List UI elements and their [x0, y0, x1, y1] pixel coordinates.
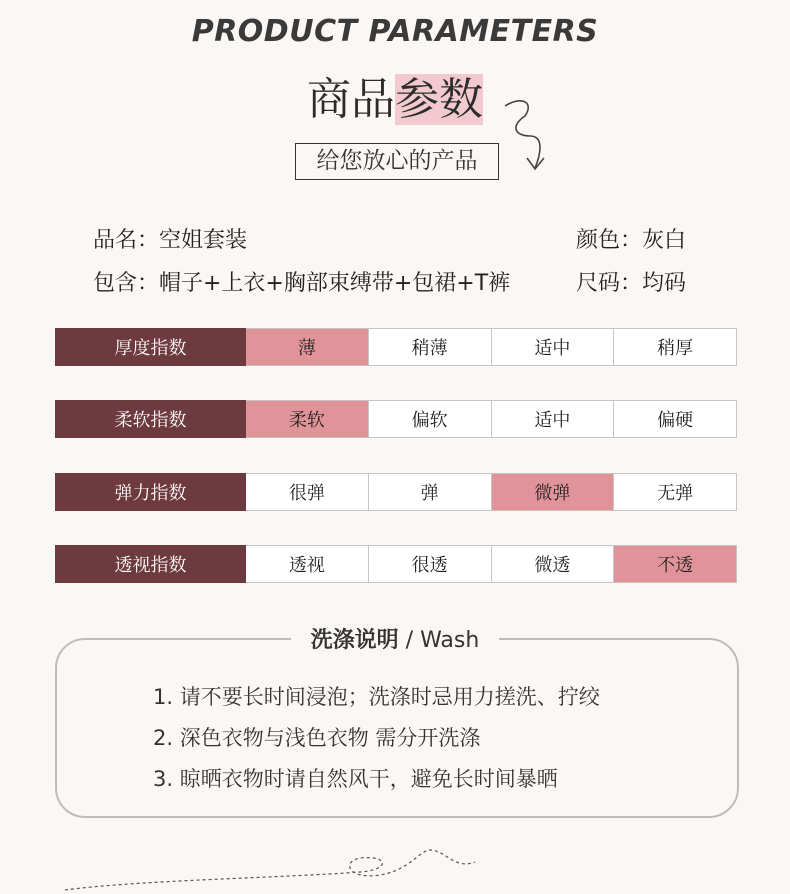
param-option: 很弹 — [246, 473, 369, 511]
english-title: PRODUCT PARAMETERS — [191, 14, 599, 49]
param-option: 不透 — [614, 545, 737, 583]
param-row-elasticity — [55, 473, 737, 511]
param-option: 偏硬 — [614, 400, 737, 438]
param-option: 稍厚 — [614, 328, 737, 366]
product-size: 尺码：均码 — [576, 271, 687, 296]
param-option: 薄 — [246, 328, 369, 366]
product-color: 颜色：灰白 — [576, 228, 687, 253]
param-row-softness — [55, 400, 737, 438]
title-part-1: 商品 — [307, 74, 395, 125]
param-option: 微弹 — [492, 473, 615, 511]
param-option: 适中 — [492, 400, 615, 438]
param-row-thickness — [55, 328, 737, 366]
wash-title — [0, 623, 790, 654]
param-row-transparency — [55, 545, 737, 583]
wash-title-cn: 洗涤说明 — [310, 628, 399, 653]
param-label: 柔软指数 — [55, 400, 246, 438]
page-title — [0, 70, 790, 130]
wash-line: 3. 晾晒衣物时请自然风干，避免长时间暴晒 — [153, 767, 558, 791]
param-option: 很透 — [369, 545, 492, 583]
param-option: 柔软 — [246, 400, 369, 438]
param-option: 弹 — [369, 473, 492, 511]
param-option: 稍薄 — [369, 328, 492, 366]
product-name: 品名：空姐套装 — [93, 228, 248, 253]
wash-line: 2. 深色衣物与浅色衣物 需分开洗涤 — [153, 726, 481, 750]
product-includes: 包含：帽子+上衣+胸部束缚带+包裙+T裤 — [93, 271, 511, 296]
param-option: 偏软 — [369, 400, 492, 438]
curly-arrow-icon — [500, 96, 560, 176]
param-option: 微透 — [492, 545, 615, 583]
param-label: 厚度指数 — [55, 328, 246, 366]
title-part-2-highlighted: 参数 — [395, 74, 483, 125]
param-label: 透视指数 — [55, 545, 246, 583]
param-option: 无弹 — [614, 473, 737, 511]
subtitle-box: 给您放心的产品 — [295, 143, 499, 180]
param-option: 透视 — [246, 545, 369, 583]
param-option: 适中 — [492, 328, 615, 366]
dashed-swirl-decoration-icon — [60, 840, 480, 894]
param-label: 弹力指数 — [55, 473, 246, 511]
wash-title-en: / Wash — [398, 628, 480, 653]
wash-line: 1. 请不要长时间浸泡；洗涤时忌用力搓洗、拧绞 — [153, 685, 600, 709]
